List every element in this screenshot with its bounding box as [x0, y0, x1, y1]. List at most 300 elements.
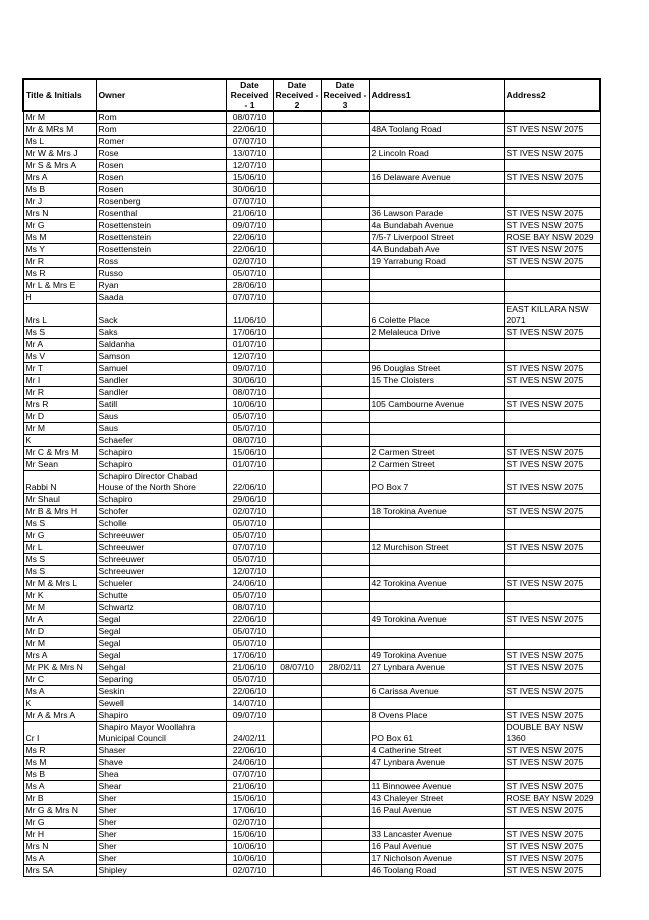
- cell-date-received-1: 01/07/10: [226, 459, 273, 471]
- table-row: [23, 698, 600, 710]
- cell-date-received-3: [321, 686, 369, 698]
- cell-title-initials: Ms B: [23, 769, 96, 781]
- cell-date-received-1: 07/07/10: [226, 196, 273, 208]
- cell-owner: Sher: [96, 817, 226, 829]
- cell-date-received-2: [273, 339, 321, 351]
- table-row: [23, 148, 600, 160]
- table-row: [23, 471, 600, 494]
- cell-date-received-1: 17/06/10: [226, 650, 273, 662]
- cell-date-received-1: 02/07/10: [226, 506, 273, 518]
- cell-address2: ST IVES NSW 2075: [504, 124, 600, 136]
- cell-date-received-3: [321, 148, 369, 160]
- cell-date-received-1: 05/07/10: [226, 268, 273, 280]
- cell-address2: ST IVES NSW 2075: [504, 506, 600, 518]
- cell-date-received-2: [273, 148, 321, 160]
- table-row: [23, 208, 600, 220]
- cell-date-received-2: [273, 220, 321, 232]
- cell-owner: Schreeuwer: [96, 554, 226, 566]
- cell-address2: ST IVES NSW 2075: [504, 614, 600, 626]
- cell-date-received-2: [273, 698, 321, 710]
- table-row: [23, 136, 600, 148]
- cell-date-received-1: 12/07/10: [226, 160, 273, 172]
- cell-address1: 36 Lawson Parade: [369, 208, 504, 220]
- cell-date-received-2: [273, 710, 321, 722]
- cell-date-received-1: 09/07/10: [226, 220, 273, 232]
- cell-date-received-1: 21/06/10: [226, 781, 273, 793]
- cell-owner: Sher: [96, 853, 226, 865]
- cell-date-received-2: [273, 447, 321, 459]
- cell-address1: 6 Carissa Avenue: [369, 686, 504, 698]
- table-row: [23, 638, 600, 650]
- cell-address1: [369, 351, 504, 363]
- cell-owner: Rosettenstein: [96, 232, 226, 244]
- cell-address2: [504, 817, 600, 829]
- cell-date-received-2: [273, 268, 321, 280]
- cell-date-received-3: [321, 602, 369, 614]
- cell-date-received-2: [273, 160, 321, 172]
- cell-date-received-1: 05/07/10: [226, 518, 273, 530]
- cell-title-initials: Mr G: [23, 530, 96, 542]
- cell-address2: ST IVES NSW 2075: [504, 757, 600, 769]
- cell-date-received-3: [321, 638, 369, 650]
- cell-owner: Romer: [96, 136, 226, 148]
- cell-address2: [504, 435, 600, 447]
- cell-date-received-1: 13/07/10: [226, 148, 273, 160]
- cell-address2: [504, 351, 600, 363]
- cell-title-initials: Mr PK & Mrs N: [23, 662, 96, 674]
- cell-date-received-3: [321, 769, 369, 781]
- cell-date-received-2: [273, 423, 321, 435]
- cell-address1: 2 Carmen Street: [369, 447, 504, 459]
- submissions-table: [22, 78, 601, 877]
- cell-address1: [369, 530, 504, 542]
- cell-owner: Rom: [96, 124, 226, 136]
- cell-title-initials: Mr A & Mrs A: [23, 710, 96, 722]
- cell-date-received-1: 09/07/10: [226, 710, 273, 722]
- cell-address1: [369, 518, 504, 530]
- cell-owner: Schaefer: [96, 435, 226, 447]
- cell-address1: 47 Lynbara Avenue: [369, 757, 504, 769]
- cell-address1: 2 Lincoln Road: [369, 148, 504, 160]
- cell-address2: [504, 530, 600, 542]
- cell-date-received-1: 15/06/10: [226, 793, 273, 805]
- cell-date-received-2: [273, 494, 321, 506]
- cell-owner: Sher: [96, 829, 226, 841]
- cell-date-received-3: [321, 494, 369, 506]
- cell-date-received-2: [273, 411, 321, 423]
- cell-date-received-3: [321, 196, 369, 208]
- cell-address1: [369, 387, 504, 399]
- cell-owner: Schwartz: [96, 602, 226, 614]
- cell-date-received-1: 07/07/10: [226, 542, 273, 554]
- cell-owner: Sher: [96, 805, 226, 817]
- cell-address2: ST IVES NSW 2075: [504, 244, 600, 256]
- cell-date-received-2: [273, 722, 321, 745]
- cell-owner: Schreeuwer: [96, 542, 226, 554]
- cell-owner: Saus: [96, 411, 226, 423]
- cell-title-initials: Mr B: [23, 793, 96, 805]
- cell-date-received-3: [321, 471, 369, 494]
- cell-address2: [504, 769, 600, 781]
- header-address1: Address1: [369, 79, 504, 111]
- cell-address1: 49 Torokina Avenue: [369, 614, 504, 626]
- cell-address2: DOUBLE BAY NSW 1360: [504, 722, 600, 745]
- cell-owner: Schofer: [96, 506, 226, 518]
- cell-address1: 4A Bundabah Ave: [369, 244, 504, 256]
- cell-date-received-2: [273, 841, 321, 853]
- cell-owner: Schapiro: [96, 459, 226, 471]
- cell-date-received-2: [273, 566, 321, 578]
- cell-address1: 2 Carmen Street: [369, 459, 504, 471]
- table-row: [23, 578, 600, 590]
- cell-title-initials: Ms S: [23, 327, 96, 339]
- table-row: [23, 769, 600, 781]
- cell-date-received-3: [321, 327, 369, 339]
- cell-title-initials: K: [23, 435, 96, 447]
- cell-date-received-1: 29/06/10: [226, 494, 273, 506]
- table-row: [23, 722, 600, 745]
- cell-title-initials: Mr M: [23, 111, 96, 124]
- cell-owner: Saada: [96, 292, 226, 304]
- cell-date-received-2: [273, 196, 321, 208]
- cell-title-initials: Mrs R: [23, 399, 96, 411]
- cell-date-received-2: [273, 793, 321, 805]
- cell-date-received-3: [321, 698, 369, 710]
- cell-title-initials: Mr C & Mrs M: [23, 447, 96, 459]
- cell-address1: [369, 268, 504, 280]
- cell-title-initials: Mr G: [23, 817, 96, 829]
- cell-owner: Rosenthal: [96, 208, 226, 220]
- cell-address2: ST IVES NSW 2075: [504, 650, 600, 662]
- cell-owner: Schueler: [96, 578, 226, 590]
- cell-address1: PO Box 61: [369, 722, 504, 745]
- cell-date-received-3: [321, 626, 369, 638]
- cell-date-received-2: [273, 674, 321, 686]
- cell-date-received-1: 21/06/10: [226, 208, 273, 220]
- cell-date-received-1: 30/06/10: [226, 375, 273, 387]
- table-row: [23, 184, 600, 196]
- cell-title-initials: Mrs L: [23, 304, 96, 327]
- cell-date-received-1: 24/06/10: [226, 578, 273, 590]
- cell-title-initials: Mr I: [23, 375, 96, 387]
- cell-address2: [504, 566, 600, 578]
- cell-date-received-2: [273, 853, 321, 865]
- header-row: [23, 79, 600, 111]
- cell-owner: Segal: [96, 614, 226, 626]
- cell-date-received-3: [321, 208, 369, 220]
- cell-date-received-1: 21/06/10: [226, 662, 273, 674]
- cell-address2: ST IVES NSW 2075: [504, 375, 600, 387]
- cell-address2: ST IVES NSW 2075: [504, 363, 600, 375]
- cell-address2: ST IVES NSW 2075: [504, 710, 600, 722]
- cell-date-received-1: 05/07/10: [226, 530, 273, 542]
- cell-date-received-1: 22/06/10: [226, 686, 273, 698]
- cell-date-received-3: [321, 817, 369, 829]
- cell-title-initials: Ms M: [23, 757, 96, 769]
- cell-title-initials: Mr H: [23, 829, 96, 841]
- cell-address2: EAST KILLARA NSW 2071: [504, 304, 600, 327]
- cell-title-initials: Mr W & Mrs J: [23, 148, 96, 160]
- cell-owner: Sher: [96, 793, 226, 805]
- cell-address1: [369, 136, 504, 148]
- cell-date-received-2: 08/07/10: [273, 662, 321, 674]
- cell-date-received-3: [321, 160, 369, 172]
- cell-date-received-2: [273, 865, 321, 877]
- cell-owner: Shaser: [96, 745, 226, 757]
- cell-date-received-2: [273, 829, 321, 841]
- table-row: [23, 745, 600, 757]
- cell-address1: [369, 339, 504, 351]
- cell-date-received-2: [273, 459, 321, 471]
- cell-date-received-2: [273, 757, 321, 769]
- cell-title-initials: Cr I: [23, 722, 96, 745]
- cell-date-received-3: [321, 674, 369, 686]
- cell-address2: [504, 280, 600, 292]
- cell-address2: [504, 590, 600, 602]
- cell-date-received-3: [321, 566, 369, 578]
- cell-owner: Rose: [96, 148, 226, 160]
- cell-address2: ST IVES NSW 2075: [504, 781, 600, 793]
- cell-date-received-1: 15/06/10: [226, 447, 273, 459]
- cell-owner: Sack: [96, 304, 226, 327]
- cell-date-received-2: [273, 124, 321, 136]
- cell-date-received-3: [321, 506, 369, 518]
- cell-date-received-1: 08/07/10: [226, 387, 273, 399]
- cell-title-initials: Ms B: [23, 184, 96, 196]
- header-owner: Owner: [96, 79, 226, 111]
- cell-owner: Rosettenstein: [96, 220, 226, 232]
- cell-address2: ST IVES NSW 2075: [504, 853, 600, 865]
- table-row: [23, 757, 600, 769]
- cell-owner: Shea: [96, 769, 226, 781]
- cell-owner: Segal: [96, 638, 226, 650]
- cell-date-received-3: [321, 399, 369, 411]
- cell-owner: Rosen: [96, 172, 226, 184]
- cell-date-received-2: [273, 602, 321, 614]
- cell-owner: Saldanha: [96, 339, 226, 351]
- table-row: [23, 781, 600, 793]
- cell-date-received-2: [273, 280, 321, 292]
- cell-address2: ROSE BAY NSW 2029: [504, 793, 600, 805]
- cell-date-received-3: [321, 841, 369, 853]
- cell-title-initials: Ms R: [23, 268, 96, 280]
- cell-owner: Shear: [96, 781, 226, 793]
- cell-title-initials: Mr M: [23, 423, 96, 435]
- header-title-initials: Title & Initials: [23, 79, 96, 111]
- cell-date-received-2: [273, 292, 321, 304]
- cell-date-received-1: 07/07/10: [226, 292, 273, 304]
- cell-address1: [369, 411, 504, 423]
- cell-address1: 16 Delaware Avenue: [369, 172, 504, 184]
- cell-owner: Shipley: [96, 865, 226, 877]
- table-row: [23, 268, 600, 280]
- cell-date-received-2: [273, 638, 321, 650]
- cell-date-received-1: 22/06/10: [226, 232, 273, 244]
- cell-address2: [504, 423, 600, 435]
- cell-date-received-2: [273, 363, 321, 375]
- cell-owner: Saus: [96, 423, 226, 435]
- cell-date-received-3: [321, 435, 369, 447]
- cell-address1: 43 Chaleyer Street: [369, 793, 504, 805]
- cell-date-received-3: [321, 136, 369, 148]
- table-row: [23, 375, 600, 387]
- cell-date-received-1: 07/07/10: [226, 136, 273, 148]
- cell-date-received-2: [273, 351, 321, 363]
- cell-address1: 16 Paul Avenue: [369, 841, 504, 853]
- cell-date-received-1: 02/07/10: [226, 256, 273, 268]
- table-row: [23, 853, 600, 865]
- cell-date-received-2: [273, 435, 321, 447]
- cell-owner: Scholle: [96, 518, 226, 530]
- cell-address2: ROSE BAY NSW 2029: [504, 232, 600, 244]
- cell-title-initials: Mr T: [23, 363, 96, 375]
- cell-owner: Ross: [96, 256, 226, 268]
- cell-address1: 27 Lynbara Avenue: [369, 662, 504, 674]
- cell-address2: ST IVES NSW 2075: [504, 399, 600, 411]
- cell-date-received-3: [321, 363, 369, 375]
- cell-owner: Segal: [96, 626, 226, 638]
- cell-date-received-1: 08/07/10: [226, 435, 273, 447]
- table-row: [23, 244, 600, 256]
- cell-address2: [504, 292, 600, 304]
- cell-address1: 33 Lancaster Avenue: [369, 829, 504, 841]
- cell-address2: ST IVES NSW 2075: [504, 220, 600, 232]
- cell-date-received-3: [321, 411, 369, 423]
- cell-date-received-1: 08/07/10: [226, 602, 273, 614]
- table-body: [23, 111, 600, 877]
- cell-address2: [504, 638, 600, 650]
- table-row: [23, 435, 600, 447]
- cell-date-received-2: [273, 781, 321, 793]
- cell-date-received-1: 17/06/10: [226, 327, 273, 339]
- cell-owner: Sandler: [96, 387, 226, 399]
- cell-date-received-1: 01/07/10: [226, 339, 273, 351]
- cell-date-received-1: 05/07/10: [226, 590, 273, 602]
- cell-owner: Schreeuwer: [96, 530, 226, 542]
- cell-date-received-1: 05/07/10: [226, 554, 273, 566]
- cell-date-received-3: [321, 805, 369, 817]
- cell-title-initials: Ms L: [23, 136, 96, 148]
- cell-date-received-2: [273, 256, 321, 268]
- cell-date-received-3: [321, 220, 369, 232]
- cell-owner: Schapiro: [96, 447, 226, 459]
- table-row: [23, 817, 600, 829]
- table-row: [23, 387, 600, 399]
- cell-owner: Rosen: [96, 160, 226, 172]
- cell-date-received-3: [321, 614, 369, 626]
- cell-date-received-3: [321, 853, 369, 865]
- cell-address1: [369, 435, 504, 447]
- cell-title-initials: Mr Shaul: [23, 494, 96, 506]
- cell-date-received-3: [321, 304, 369, 327]
- table-row: [23, 626, 600, 638]
- cell-date-received-3: [321, 292, 369, 304]
- cell-address2: [504, 111, 600, 124]
- cell-address2: ST IVES NSW 2075: [504, 208, 600, 220]
- table-row: [23, 160, 600, 172]
- cell-title-initials: Mr M & Mrs L: [23, 578, 96, 590]
- table-row: [23, 542, 600, 554]
- cell-title-initials: Mrs SA: [23, 865, 96, 877]
- cell-address1: [369, 817, 504, 829]
- cell-address1: [369, 280, 504, 292]
- cell-date-received-2: [273, 769, 321, 781]
- table-row: [23, 232, 600, 244]
- cell-date-received-2: [273, 244, 321, 256]
- table-row: [23, 686, 600, 698]
- cell-title-initials: Mr Sean: [23, 459, 96, 471]
- cell-address2: [504, 698, 600, 710]
- cell-title-initials: Mr D: [23, 411, 96, 423]
- cell-title-initials: H: [23, 292, 96, 304]
- cell-date-received-3: [321, 865, 369, 877]
- table-row: [23, 111, 600, 124]
- cell-title-initials: Mr L & Mrs E: [23, 280, 96, 292]
- cell-date-received-1: 10/06/10: [226, 399, 273, 411]
- cell-owner: Rosenberg: [96, 196, 226, 208]
- cell-date-received-3: [321, 351, 369, 363]
- cell-address1: 46 Toolang Road: [369, 865, 504, 877]
- cell-address2: ST IVES NSW 2075: [504, 447, 600, 459]
- cell-date-received-1: 28/06/10: [226, 280, 273, 292]
- cell-date-received-3: [321, 232, 369, 244]
- cell-date-received-1: 07/07/10: [226, 769, 273, 781]
- cell-date-received-3: [321, 590, 369, 602]
- cell-address2: [504, 160, 600, 172]
- cell-title-initials: Ms V: [23, 351, 96, 363]
- cell-title-initials: Ms Y: [23, 244, 96, 256]
- cell-owner: Shapiro: [96, 710, 226, 722]
- cell-date-received-2: [273, 471, 321, 494]
- cell-date-received-1: 08/07/10: [226, 111, 273, 124]
- cell-address2: [504, 387, 600, 399]
- cell-date-received-1: 15/06/10: [226, 829, 273, 841]
- cell-date-received-2: [273, 232, 321, 244]
- cell-date-received-2: [273, 518, 321, 530]
- cell-date-received-1: 30/06/10: [226, 184, 273, 196]
- cell-date-received-2: [273, 745, 321, 757]
- cell-date-received-1: 22/06/10: [226, 124, 273, 136]
- cell-address2: [504, 411, 600, 423]
- cell-date-received-2: [273, 111, 321, 124]
- cell-address1: [369, 674, 504, 686]
- table-row: [23, 841, 600, 853]
- cell-title-initials: Mrs N: [23, 841, 96, 853]
- cell-address2: ST IVES NSW 2075: [504, 805, 600, 817]
- table-row: [23, 327, 600, 339]
- table-row: [23, 865, 600, 877]
- cell-date-received-2: [273, 184, 321, 196]
- cell-date-received-2: [273, 172, 321, 184]
- cell-owner: Sher: [96, 841, 226, 853]
- cell-address2: ST IVES NSW 2075: [504, 542, 600, 554]
- cell-address1: [369, 566, 504, 578]
- cell-date-received-1: 10/06/10: [226, 853, 273, 865]
- cell-date-received-3: [321, 530, 369, 542]
- cell-date-received-1: 22/06/10: [226, 614, 273, 626]
- cell-address2: [504, 136, 600, 148]
- cell-address1: [369, 602, 504, 614]
- cell-title-initials: Ms S: [23, 554, 96, 566]
- cell-title-initials: Mr D: [23, 626, 96, 638]
- cell-title-initials: Mrs N: [23, 208, 96, 220]
- cell-date-received-3: [321, 793, 369, 805]
- cell-address1: [369, 554, 504, 566]
- cell-date-received-2: [273, 578, 321, 590]
- cell-title-initials: Rabbi N: [23, 471, 96, 494]
- cell-title-initials: Ms S: [23, 566, 96, 578]
- cell-date-received-1: 12/07/10: [226, 351, 273, 363]
